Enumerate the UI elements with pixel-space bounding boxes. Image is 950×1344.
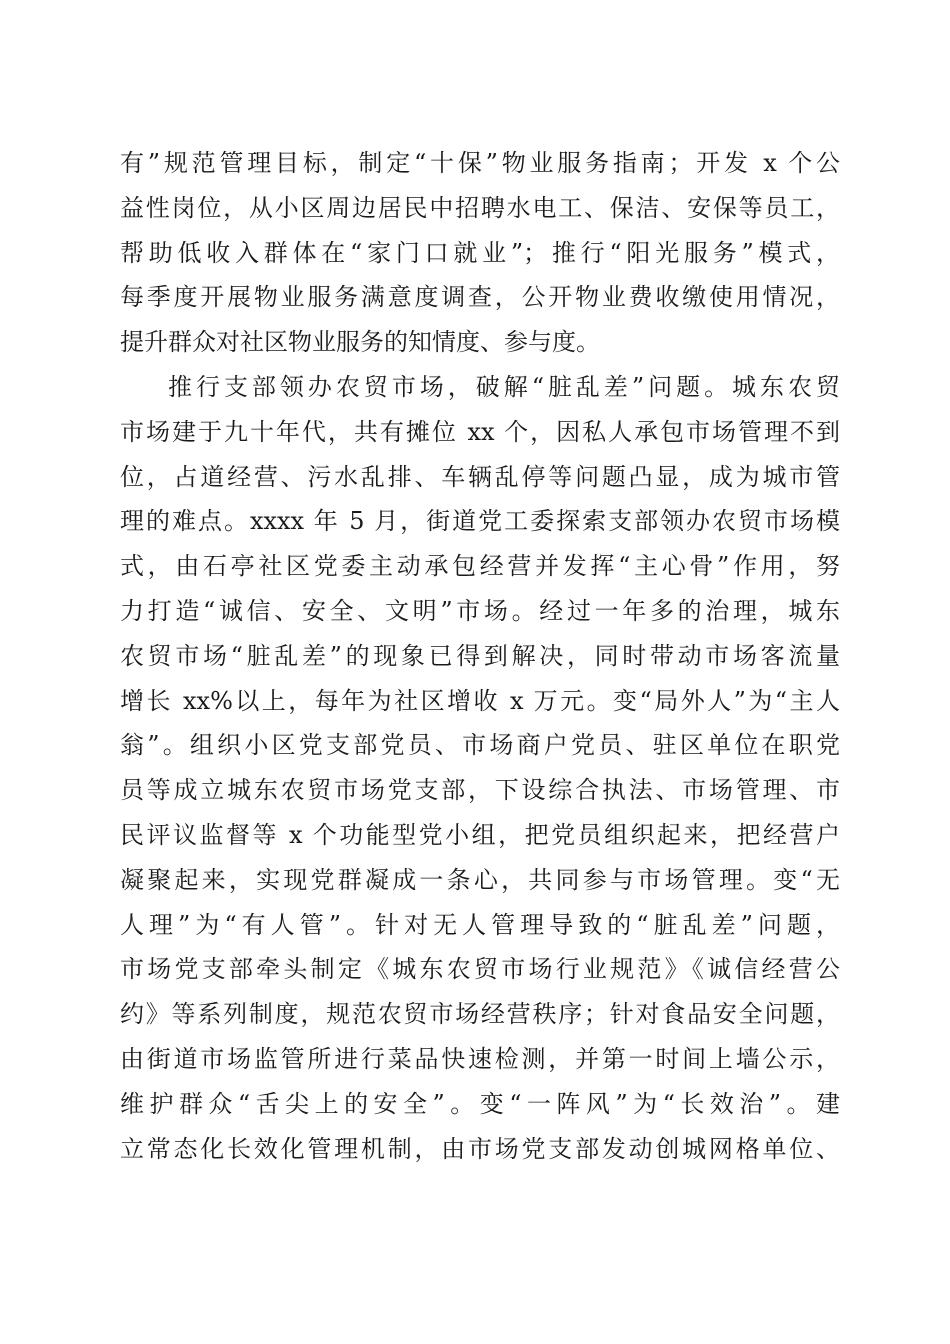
text-line: 翁”。组织小区党支部党员、市场商户党员、驻区单位在职党 (120, 731, 840, 760)
text-line: 农贸市场“脏乱差”的现象已得到解决，同时带动市场客流量 (120, 641, 840, 670)
text-line: 益性岗位，从小区周边居民中招聘水电工、保洁、安保等员工， (120, 193, 840, 222)
text-line: 理的难点。xxxx 年 5 月，街道党工委探索支部领办农贸市场模 (120, 507, 840, 536)
text-line: 每季度开展物业服务满意度调查，公开物业费收缴使用情况， (120, 283, 840, 312)
text-line: 提升群众对社区物业服务的知情度、参与度。 (120, 328, 600, 357)
text-line: 人理”为“有人管”。针对无人管理导致的“脏乱差”问题， (120, 910, 840, 939)
text-line: 立常态化长效化管理机制，由市场党支部发动创城网格单位、 (120, 1134, 840, 1163)
text-line: 民评议监督等 x 个功能型党小组，把党员组织起来，把经营户 (120, 820, 840, 849)
text-line: 员等成立城东农贸市场党支部，下设综合执法、市场管理、市 (120, 776, 840, 805)
text-line: 推行支部领办农贸市场，破解“脏乱差”问题。城东农贸 (168, 372, 840, 401)
text-line: 有”规范管理目标，制定“十保”物业服务指南；开发 x 个公 (120, 149, 840, 177)
text-line: 式，由石亭社区党委主动承包经营并发挥“主心骨”作用，努 (120, 552, 840, 581)
document-body (120, 141, 840, 1171)
text-line: 市场党支部牵头制定《城东农贸市场行业规范》《诚信经营公 (120, 955, 840, 984)
text-line: 增长 xx%以上，每年为社区增收 x 万元。变“局外人”为“主人 (120, 686, 840, 715)
text-line: 约》等系列制度，规范农贸市场经营秩序；针对食品安全问题， (120, 1000, 840, 1029)
text-line: 位，占道经营、污水乱排、车辆乱停等问题凸显，成为城市管 (120, 462, 840, 491)
text-line: 力打造“诚信、安全、文明”市场。经过一年多的治理，城东 (120, 596, 840, 625)
text-line: 市场建于九十年代，共有摊位 xx 个，因私人承包市场管理不到 (120, 417, 840, 446)
paragraph-farmers-market (120, 365, 840, 1171)
paragraph-property-services (120, 141, 840, 365)
text-line: 由街道市场监管所进行菜品快速检测，并第一时间上墙公示， (120, 1044, 840, 1073)
text-line: 维护群众“舌尖上的安全”。变“一阵风”为“长效治”。建 (120, 1089, 840, 1118)
text-line: 凝聚起来，实现党群凝成一条心，共同参与市场管理。变“无 (120, 865, 840, 894)
text-line: 帮助低收入群体在“家门口就业”；推行“阳光服务”模式， (120, 238, 840, 267)
